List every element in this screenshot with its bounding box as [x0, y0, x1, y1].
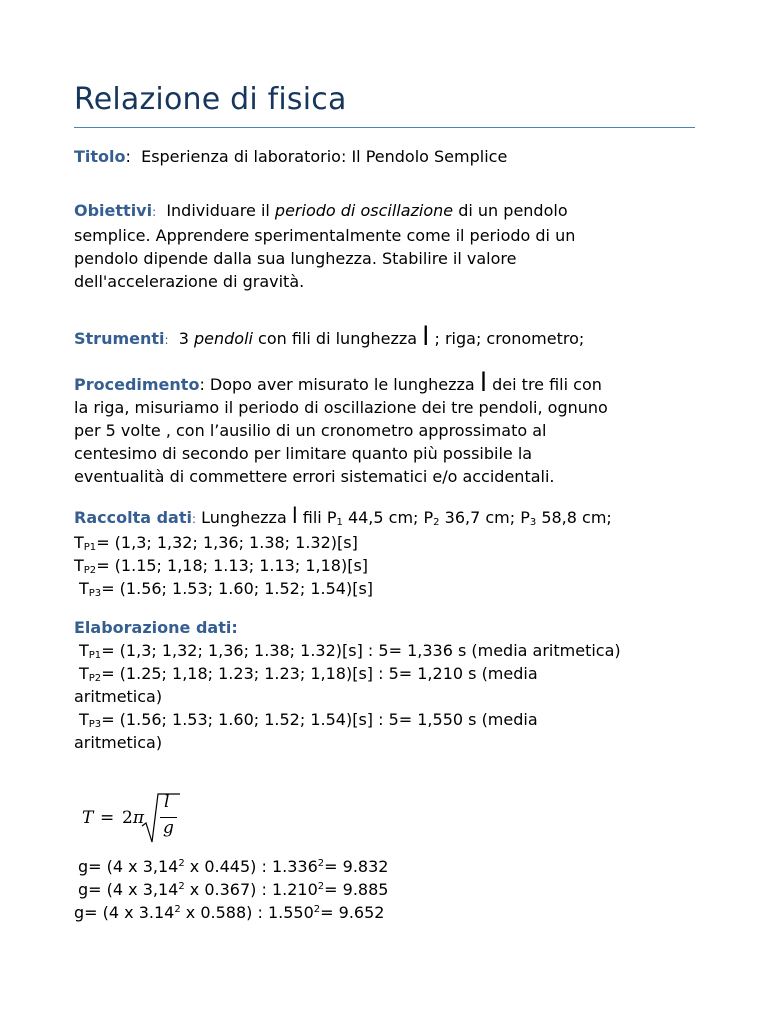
obiettivi-text-pre: Individuare il [166, 201, 275, 220]
formula-equals: = [100, 808, 115, 828]
elab-2-sub: P2 [88, 673, 102, 684]
square-root-sign [140, 792, 180, 846]
raccolta-text-pre: Lunghezza [196, 508, 292, 527]
formula-pi: π [132, 808, 145, 828]
raccolta-sub-3: 3 [529, 517, 537, 528]
gravity-results [74, 855, 699, 924]
g1-pre: g= (4 x 3,14 [78, 857, 179, 876]
obiettivi-line-3: pendolo dipende dalla sua lunghezza. Stabilire il valore [74, 249, 517, 268]
tp3-sub: P3 [88, 588, 102, 599]
g3-pre: g= (4 x 3.14 [74, 903, 175, 922]
raccolta-section [74, 505, 699, 600]
formula-numerator: l [164, 792, 170, 812]
titolo-label: Titolo [74, 147, 126, 166]
strumenti-number: 3 [178, 329, 194, 348]
titolo-section [74, 145, 699, 168]
g2-result: = 9.885 [324, 880, 389, 899]
procedimento-label: Procedimento [74, 375, 200, 394]
strumenti-text-post: ; riga; cronometro; [429, 329, 585, 348]
raccolta-value-1: 44,5 cm; P [342, 508, 434, 527]
raccolta-colon: : [191, 512, 197, 526]
g3-result: = 9.652 [320, 903, 385, 922]
g1-exp: 2 [178, 858, 185, 869]
procedimento-line-5: eventualità di commettere errori sistematici e/o accidentali. [74, 467, 555, 486]
titolo-text: Esperienza di laboratorio: Il Pendolo Semplice [141, 147, 508, 166]
strumenti-length-symbol: l [422, 322, 430, 352]
g1-exp2: 2 [317, 858, 325, 869]
formula-lhs: T [82, 808, 94, 828]
procedimento-text-pre: : Dopo aver misurato le lunghezza [199, 375, 480, 394]
g3-mid: x 0.588) : 1.550 [180, 903, 314, 922]
strumenti-emphasis: pendoli [193, 329, 253, 348]
g2-exp2: 2 [317, 881, 325, 892]
g2-mid: x 0.367) : 1.210 [184, 880, 318, 899]
tp2-sub: P2 [83, 565, 97, 576]
tp1-values: = (1,3; 1,32; 1,36; 1.38; 1.32)[s] [96, 533, 358, 552]
elab-1-sub: P1 [88, 650, 102, 661]
elaborazione-label: Elaborazione dati: [74, 618, 238, 637]
g1-mid: x 0.445) : 1.336 [184, 857, 318, 876]
g1-result: = 9.832 [324, 857, 389, 876]
strumenti-section [74, 322, 699, 352]
pendulum-period-formula [82, 792, 192, 848]
obiettivi-line-2: semplice. Apprendere sperimentalmente come il periodo di un [74, 226, 576, 245]
strumenti-colon: : [164, 333, 169, 347]
strumenti-label: Strumenti [74, 329, 165, 348]
formula-two: 2 [122, 808, 133, 828]
elab-1-letter: T [79, 641, 89, 660]
elab-1-values: = (1,3; 1,32; 1,36; 1.38; 1.32)[s] : 5= 1,336 s (media aritmetica) [101, 641, 621, 660]
tp1-sub: P1 [83, 542, 97, 553]
raccolta-value-3: 58,8 cm; [536, 508, 612, 527]
elab-3-sub: P3 [88, 719, 102, 730]
g3-exp2: 2 [313, 904, 321, 915]
tp2-letter: T [74, 556, 84, 575]
elab-2-values: = (1.25; 1,18; 1.23; 1.23; 1,18)[s] : 5= 1,210 s (media [101, 664, 538, 683]
raccolta-sub-2: 2 [433, 517, 440, 528]
elab-2-continuation: aritmetica) [74, 687, 163, 706]
elab-row-1 [74, 639, 699, 662]
tp1-row [74, 531, 699, 554]
raccolta-label: Raccolta dati [74, 508, 192, 527]
obiettivi-label: Obiettivi [74, 201, 153, 220]
g3-exp: 2 [174, 904, 181, 915]
tp1-letter: T [74, 533, 84, 552]
elab-row-3 [74, 708, 699, 731]
raccolta-length-symbol: l [291, 504, 298, 528]
document-title: Relazione di fisica [74, 82, 347, 117]
procedimento-line-3: per 5 volte , con l’ausilio di un cronometro approssimato al [74, 421, 547, 440]
tp3-row [74, 577, 699, 600]
tp3-values: = (1.56; 1.53; 1.60; 1.52; 1.54)[s] [101, 579, 374, 598]
elab-3-values: = (1.56; 1.53; 1.60; 1.52; 1.54)[s] : 5= 1,550 s (media [101, 710, 538, 729]
obiettivi-section [74, 199, 699, 293]
g2-exp: 2 [178, 881, 185, 892]
raccolta-fili: fili P [297, 508, 337, 527]
obiettivi-line-4: dell'accelerazione di gravità. [74, 272, 305, 291]
strumenti-text: con fili di lunghezza [252, 329, 423, 348]
procedimento-text-post: dei tre fili con [487, 375, 602, 394]
elab-row-2 [74, 662, 699, 685]
tp2-row [74, 554, 699, 577]
procedimento-length-symbol: l [479, 368, 488, 398]
raccolta-sub-1: 1 [336, 517, 343, 528]
procedimento-line-2: la riga, misuriamo il periodo di oscillazione dei tre pendoli, ognuno [74, 398, 608, 417]
obiettivi-text-post: di un pendolo [453, 201, 568, 220]
titolo-colon: : [125, 147, 131, 166]
tp2-values: = (1.15; 1,18; 1.13; 1.13; 1,18)[s] [96, 556, 369, 575]
obiettivi-colon: : [152, 205, 157, 219]
elab-2-letter: T [79, 664, 89, 683]
procedimento-section [74, 368, 699, 488]
elab-3-continuation: aritmetica) [74, 733, 163, 752]
elaborazione-section [74, 616, 699, 754]
title-underline [74, 127, 695, 128]
raccolta-value-2: 36,7 cm; P [439, 508, 530, 527]
g-row-2 [74, 878, 699, 901]
obiettivi-emphasis: periodo di oscillazione [274, 201, 454, 220]
g2-pre: g= (4 x 3,14 [78, 880, 179, 899]
tp3-letter: T [79, 579, 89, 598]
formula-denominator: g [163, 818, 174, 838]
elab-3-letter: T [79, 710, 89, 729]
g-row-1 [74, 855, 699, 878]
g-row-3 [74, 901, 699, 924]
procedimento-line-4: centesimo di secondo per limitare quanto più possibile la [74, 444, 533, 463]
